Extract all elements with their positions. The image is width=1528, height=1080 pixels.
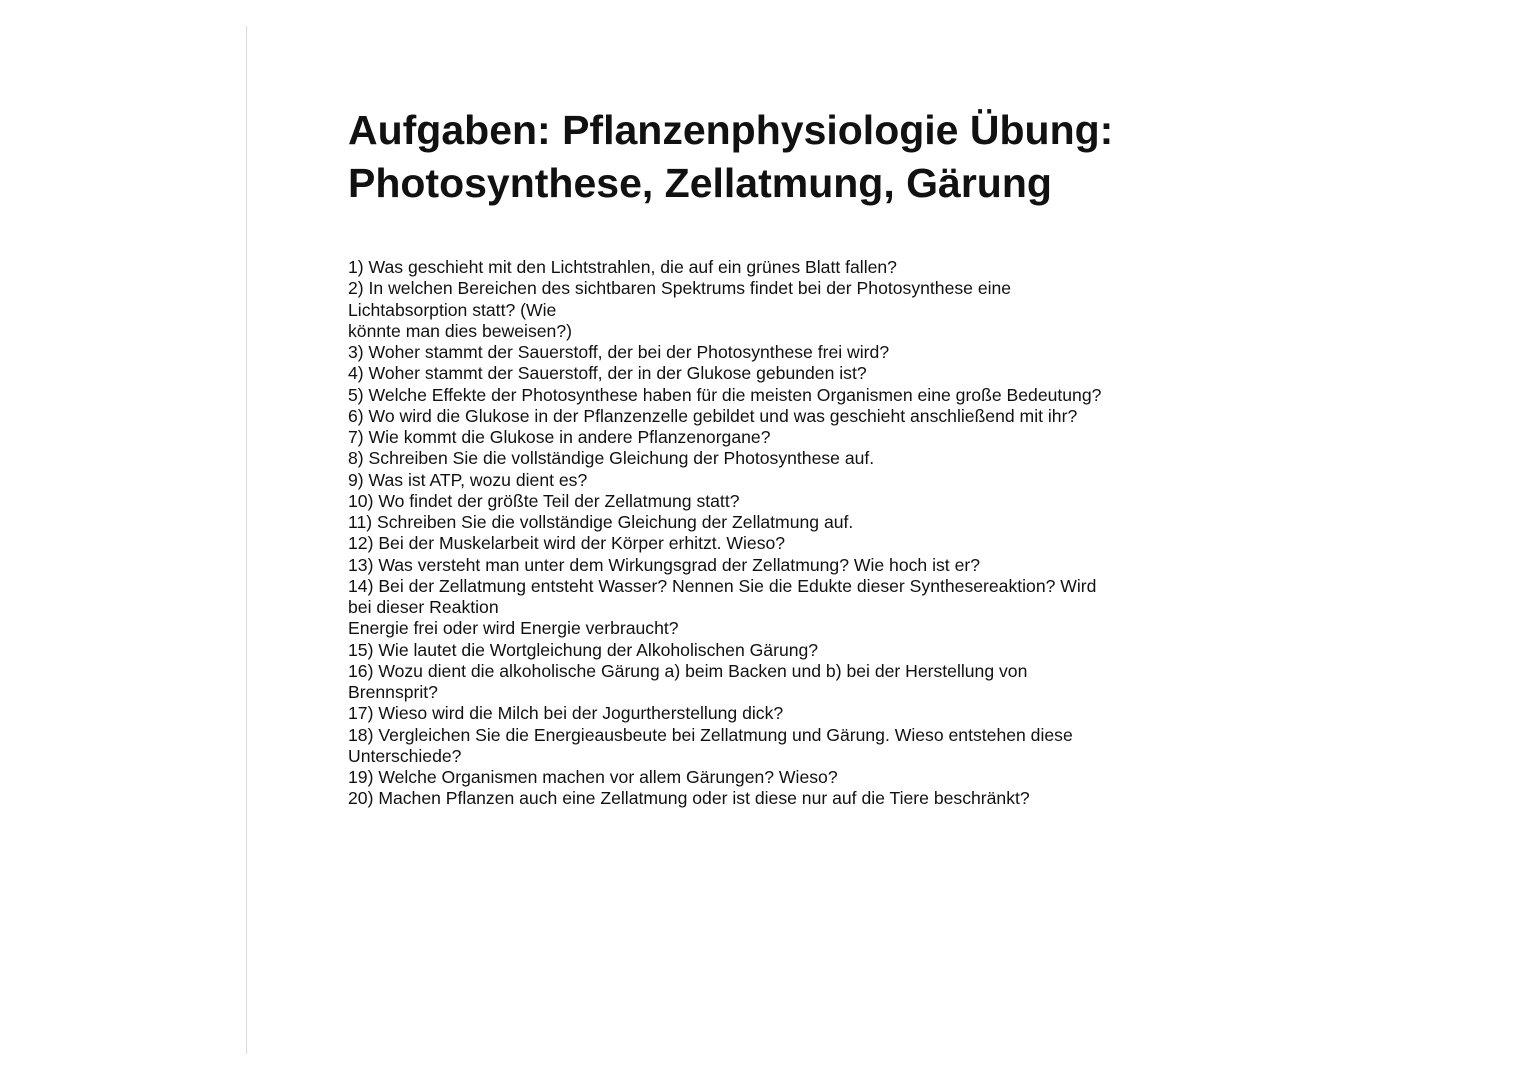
question-list (348, 257, 1208, 810)
question-line: 20) Machen Pflanzen auch eine Zellatmung oder ist diese nur auf die Tiere beschränkt? (348, 788, 1030, 809)
question-line: 7) Wie kommt die Glukose in andere Pflanzenorgane? (348, 427, 771, 447)
question-line: 15) Wie lautet die Wortgleichung der Alkoholischen Gärung? (348, 639, 819, 660)
question-line: Unterschiede? (348, 745, 462, 766)
question-line: 4) Woher stammt der Sauerstoff, der in der Glukose gebunden ist? (348, 363, 867, 384)
question-line: könnte man dies beweisen?) (348, 320, 572, 341)
question-line: 10) Wo findet der größte Teil der Zellatmung statt? (348, 490, 740, 511)
question-line: 17) Wieso wird die Milch bei der Jogurtherstellung dick? (348, 703, 784, 724)
title-line-2: Photosynthese, Zellatmung, Gärung (348, 160, 1052, 206)
question-line: Brennsprit? (348, 682, 438, 702)
question-line: 14) Bei der Zellatmung entsteht Wasser? Nennen Sie die Edukte dieser Synthesereaktion? Wird (348, 575, 1097, 596)
question-line: 19) Welche Organismen machen vor allem Gärungen? Wieso? (348, 767, 838, 787)
question-line: 9) Was ist ATP, wozu dient es? (348, 469, 588, 490)
question-line: 18) Vergleichen Sie die Energieausbeute bei Zellatmung und Gärung. Wieso entstehen diese (348, 724, 1073, 745)
document-title (348, 104, 1248, 210)
question-line: 6) Wo wird die Glukose in der Pflanzenzelle gebildet und was geschieht anschließend mit ihr? (348, 405, 1078, 426)
question-line: 11) Schreiben Sie die vollständige Gleichung der Zellatmung auf. (348, 512, 854, 532)
page-margin-line (246, 26, 247, 1054)
question-line: 12) Bei der Muskelarbeit wird der Körper erhitzt. Wieso? (348, 533, 786, 554)
question-line: 1) Was geschieht mit den Lichtstrahlen, die auf ein grünes Blatt fallen? (348, 257, 897, 277)
question-line: 5) Welche Effekte der Photosynthese haben für die meisten Organismen eine große Bedeutung? (348, 384, 1102, 405)
question-line: 8) Schreiben Sie die vollständige Gleichung der Photosynthese auf. (348, 448, 875, 469)
question-line: 16) Wozu dient die alkoholische Gärung a) beim Backen und b) bei der Herstellung von (348, 660, 1028, 681)
question-line: Energie frei oder wird Energie verbraucht? (348, 618, 679, 639)
question-line: bei dieser Reaktion (348, 597, 499, 617)
question-line: 2) In welchen Bereichen des sichtbaren Spektrums findet bei der Photosynthese eine (348, 278, 1012, 299)
question-line: 13) Was versteht man unter dem Wirkungsgrad der Zellatmung? Wie hoch ist er? (348, 554, 981, 575)
question-line: Lichtabsorption statt? (Wie (348, 299, 557, 320)
question-line: 3) Woher stammt der Sauerstoff, der bei der Photosynthese frei wird? (348, 342, 890, 362)
title-line-1: Aufgaben: Pflanzenphysiologie Übung: (348, 107, 1114, 153)
